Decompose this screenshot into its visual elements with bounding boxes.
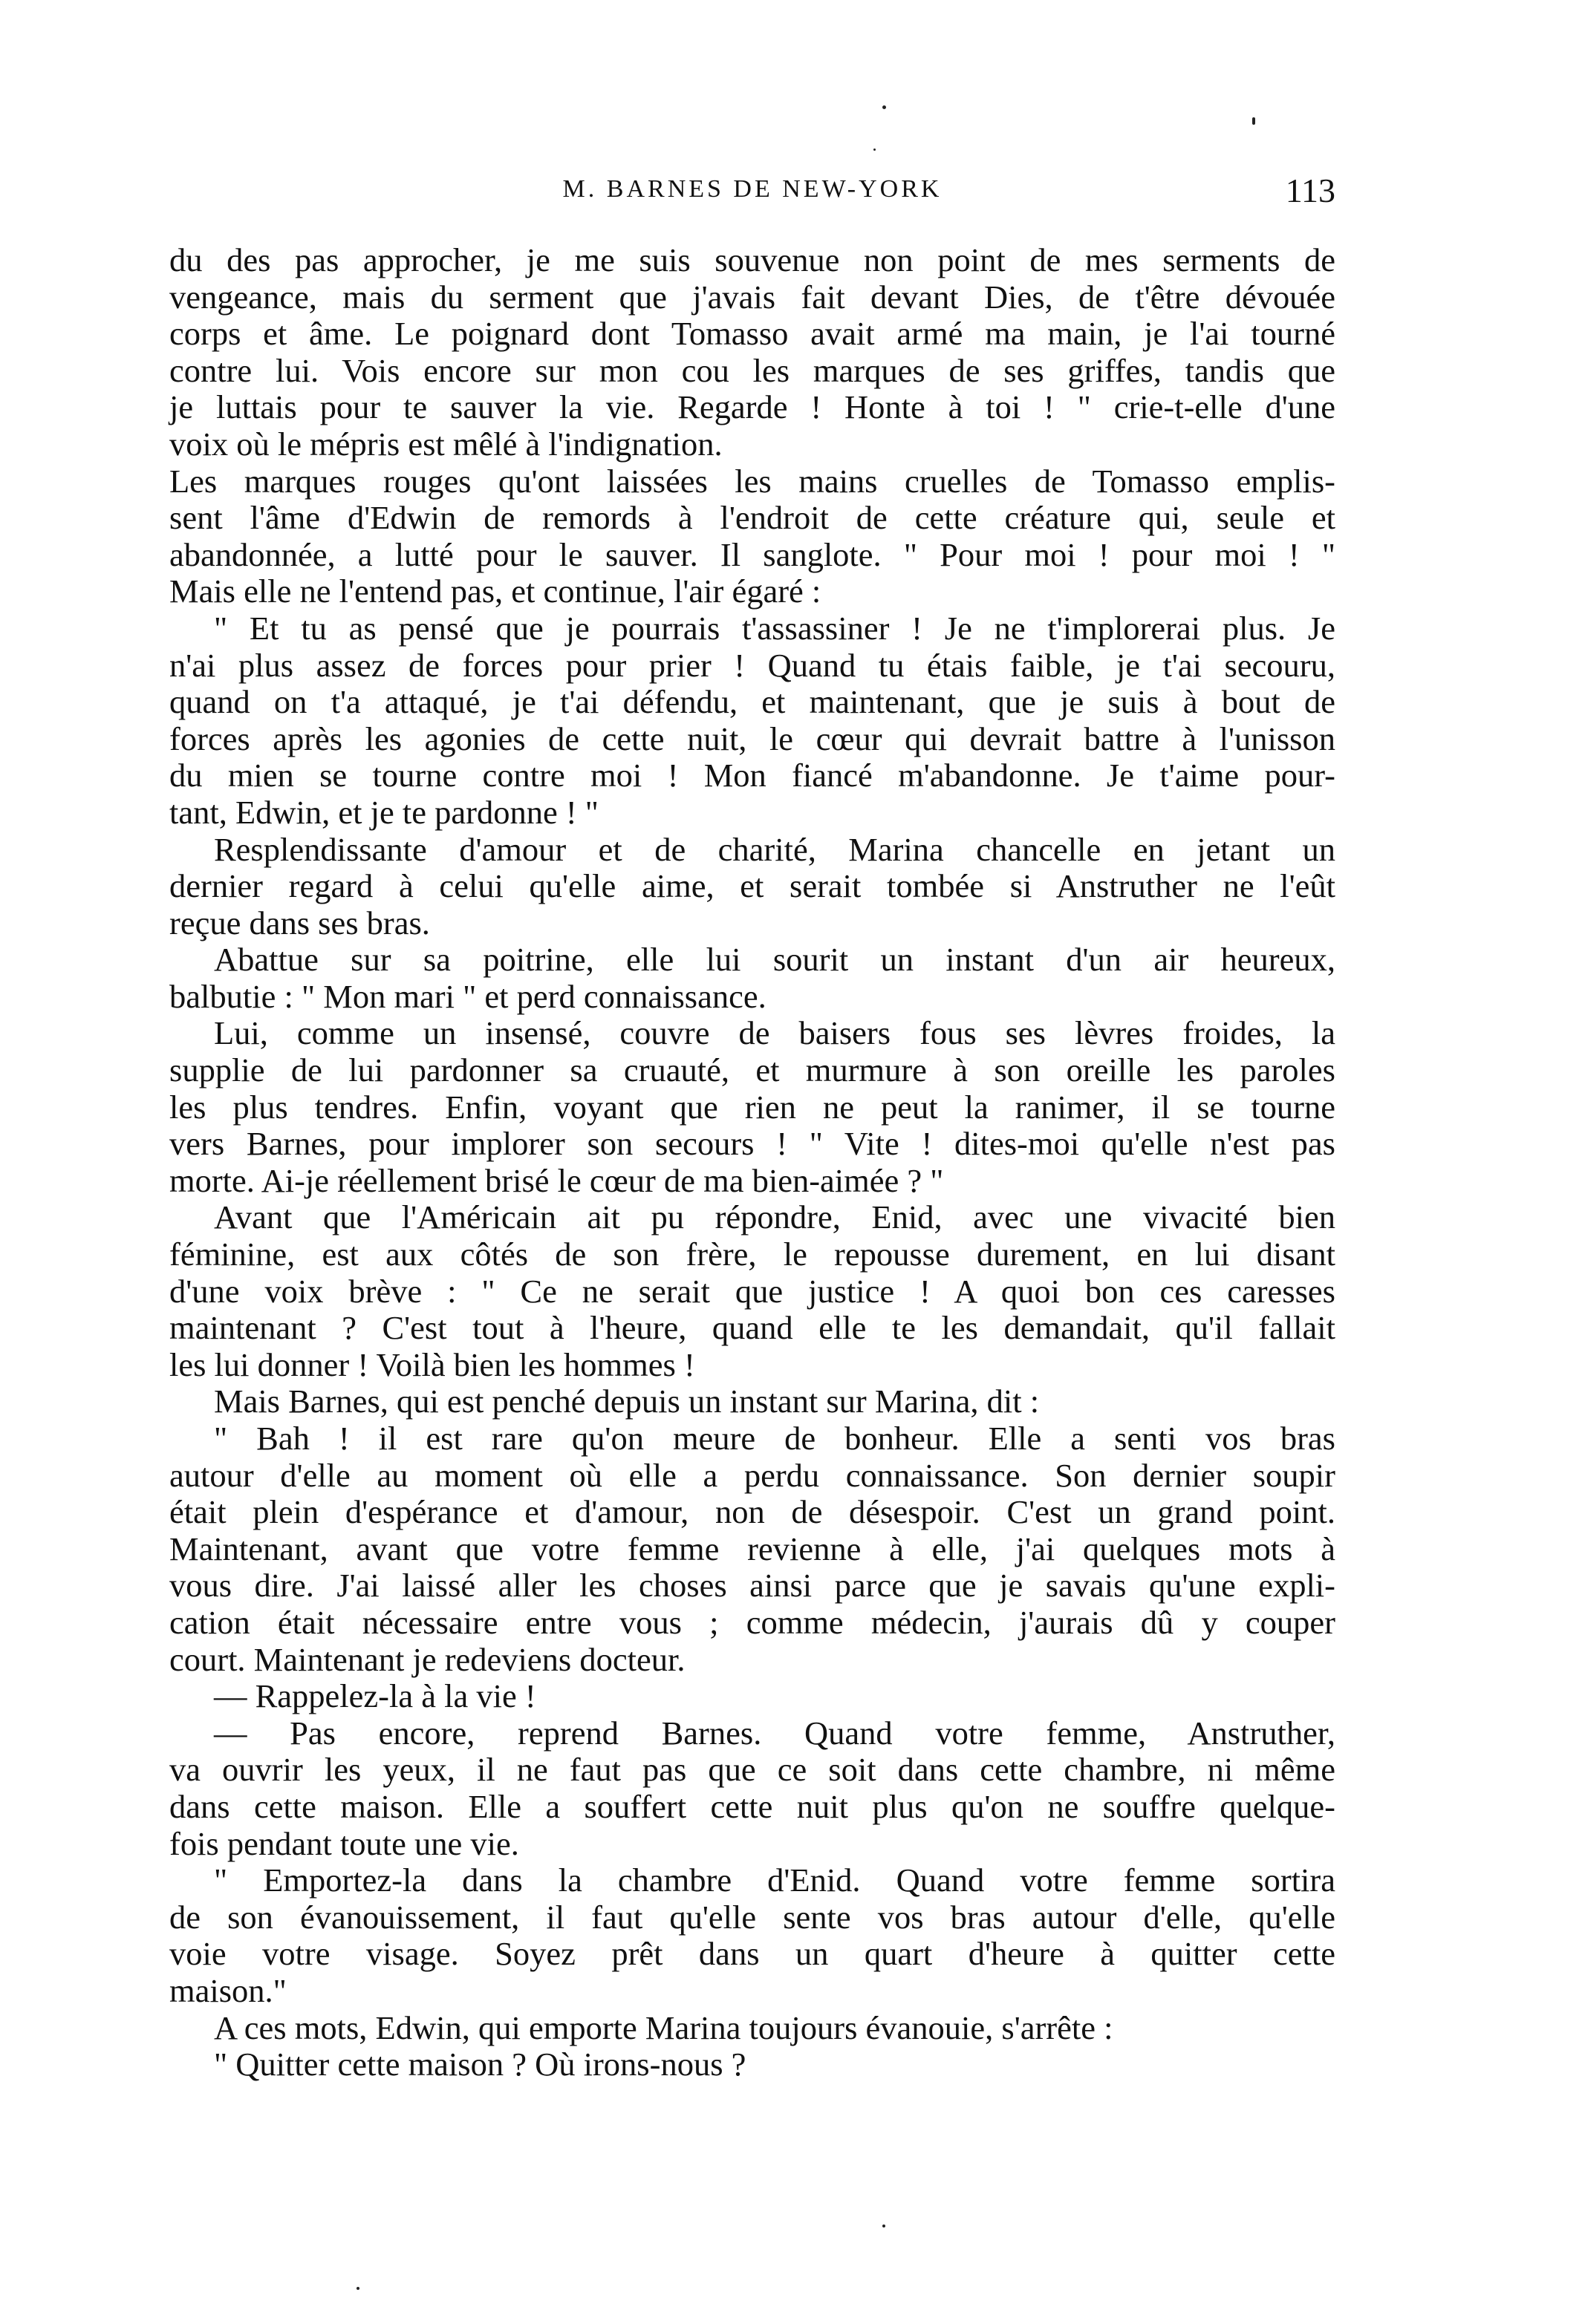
text-line: dans cette maison. Elle a souffert cette nuit plus qu'on ne souffre quelque- bbox=[169, 1787, 1335, 1825]
text-line: Mais elle ne l'entend pas, et continue, l'air égaré : bbox=[169, 572, 821, 610]
text-line: voie votre visage. Soyez prêt dans un quart d'heure à quitter cette bbox=[169, 1935, 1335, 1973]
text-line: féminine, est aux côtés de son frère, le repousse durement, en lui disant bbox=[169, 1236, 1335, 1273]
text-line: Mais Barnes, qui est penché depuis un instant sur Marina, dit : bbox=[214, 1383, 1040, 1420]
text-line: va ouvrir les yeux, il ne faut pas que ce soit dans cette chambre, ni même bbox=[169, 1751, 1335, 1789]
text-line: sent l'âme d'Edwin de remords à l'endroit de cette créature qui, seule et bbox=[169, 499, 1335, 537]
text-line: Avant que l'Américain ait pu répondre, Enid, avec une vivacité bien bbox=[214, 1198, 1335, 1236]
text-line: était plein d'espérance et d'amour, non de désespoir. C'est un grand point. bbox=[169, 1493, 1335, 1531]
text-line: reçue dans ses bras. bbox=[169, 904, 430, 941]
text-line: du des pas approcher, je me suis souvenue non point de mes serments de bbox=[169, 241, 1335, 278]
text-line: fois pendant toute une vie. bbox=[169, 1824, 519, 1862]
text-line: court. Maintenant je redeviens docteur. bbox=[169, 1640, 686, 1678]
text-line: — Pas encore, reprend Barnes. Quand votre femme, Anstruther, bbox=[214, 1714, 1335, 1752]
text-line: " Bah ! il est rare qu'on meure de bonheur. Elle a senti vos bras bbox=[214, 1420, 1335, 1457]
text-line: morte. Ai-je réellement brisé le cœur de ma bien-aimée ? " bbox=[169, 1161, 944, 1199]
text-line: Lui, comme un insensé, couvre de baisers fous ses lèvres froides, la bbox=[214, 1014, 1335, 1052]
text-line: voix où le mépris est mêlé à l'indignation. bbox=[169, 425, 723, 463]
text-line: d'une voix brève : " Ce ne serait que justice ! A quoi bon ces caresses bbox=[169, 1272, 1335, 1310]
text-line: balbutie : " Mon mari " et perd connaissance. bbox=[169, 977, 766, 1015]
text-line: maintenant ? C'est tout à l'heure, quand elle te les demandait, qu'il fallait bbox=[169, 1309, 1335, 1347]
text-line: quand on t'a attaqué, je t'ai défendu, et maintenant, que je suis à bout de bbox=[169, 683, 1335, 721]
text-line: " Quitter cette maison ? Où irons-nous ? bbox=[214, 2046, 746, 2083]
text-line: " Emportez-la dans la chambre d'Enid. Quand votre femme sortira bbox=[214, 1861, 1335, 1899]
text-line: — Rappelez-la à la vie ! bbox=[214, 1677, 536, 1715]
text-line: cation était nécessaire entre vous ; comme médecin, j'aurais dû y couper bbox=[169, 1603, 1335, 1641]
text-line: dernier regard à celui qu'elle aime, et serait tombée si Anstruther ne l'eût bbox=[169, 867, 1335, 905]
text-line: tant, Edwin, et je te pardonne ! " bbox=[169, 793, 599, 831]
text-line: A ces mots, Edwin, qui emporte Marina toujours évanouie, s'arrête : bbox=[214, 2008, 1113, 2046]
text-line: n'ai plus assez de forces pour prier ! Quand tu étais faible, je t'ai secouru, bbox=[169, 646, 1335, 684]
text-line: les plus tendres. Enfin, voyant que rien ne peut la ranimer, il se tourne bbox=[169, 1088, 1335, 1126]
text-line: vengeance, mais du serment que j'avais fait devant Dies, de t'être dévouée bbox=[169, 278, 1335, 316]
text-line: " Et tu as pensé que je pourrais t'assassiner ! Je ne t'implorerai plus. Je bbox=[214, 609, 1335, 647]
running-title: M. BARNES DE NEW-YORK bbox=[562, 175, 943, 203]
body-text bbox=[169, 242, 1335, 2083]
text-line: corps et âme. Le poignard dont Tomasso avait armé ma main, je l'ai tourné bbox=[169, 315, 1335, 353]
text-line: vous dire. J'ai laissé aller les choses ainsi parce que je savais qu'une expli- bbox=[169, 1567, 1335, 1605]
running-header bbox=[169, 171, 1335, 223]
text-line: du mien se tourne contre moi ! Mon fiancé m'abandonne. Je t'aime pour- bbox=[169, 757, 1335, 794]
ink-speck bbox=[1252, 117, 1255, 125]
page-number: 113 bbox=[1285, 172, 1335, 209]
text-line: abandonnée, a lutté pour le sauver. Il sanglote. " Pour moi ! pour moi ! " bbox=[169, 535, 1335, 573]
text-line: Abattue sur sa poitrine, elle lui sourit un instant d'un air heureux, bbox=[214, 941, 1335, 979]
ink-speck bbox=[357, 2287, 359, 2290]
text-line: maison." bbox=[169, 1971, 287, 2009]
ink-speck bbox=[882, 2225, 885, 2227]
text-line: contre lui. Vois encore sur mon cou les marques de ses griffes, tandis que bbox=[169, 351, 1335, 389]
book-page bbox=[169, 171, 1335, 2083]
text-line: je luttais pour te sauver la vie. Regarde ! Honte à toi ! " crie-t-elle d'une bbox=[169, 388, 1335, 426]
text-line: les lui donner ! Voilà bien les hommes ! bbox=[169, 1345, 695, 1383]
text-line: Resplendissante d'amour et de charité, Marina chancelle en jetant un bbox=[214, 830, 1335, 868]
ink-speck bbox=[873, 148, 876, 151]
text-line: vers Barnes, pour implorer son secours ! " Vite ! dites-moi qu'elle n'est pas bbox=[169, 1125, 1335, 1163]
text-line: supplie de lui pardonner sa cruauté, et murmure à son oreille les paroles bbox=[169, 1051, 1335, 1089]
text-line: Maintenant, avant que votre femme revienne à elle, j'ai quelques mots à bbox=[169, 1530, 1335, 1567]
ink-speck bbox=[882, 105, 886, 109]
text-line: de son évanouissement, il faut qu'elle sente vos bras autour d'elle, qu'elle bbox=[169, 1898, 1335, 1936]
text-line: forces après les agonies de cette nuit, le cœur qui devrait battre à l'unisson bbox=[169, 719, 1335, 757]
text-line: Les marques rouges qu'ont laissées les mains cruelles de Tomasso emplis- bbox=[169, 462, 1335, 500]
text-line: autour d'elle au moment où elle a perdu connaissance. Son dernier soupir bbox=[169, 1456, 1335, 1494]
